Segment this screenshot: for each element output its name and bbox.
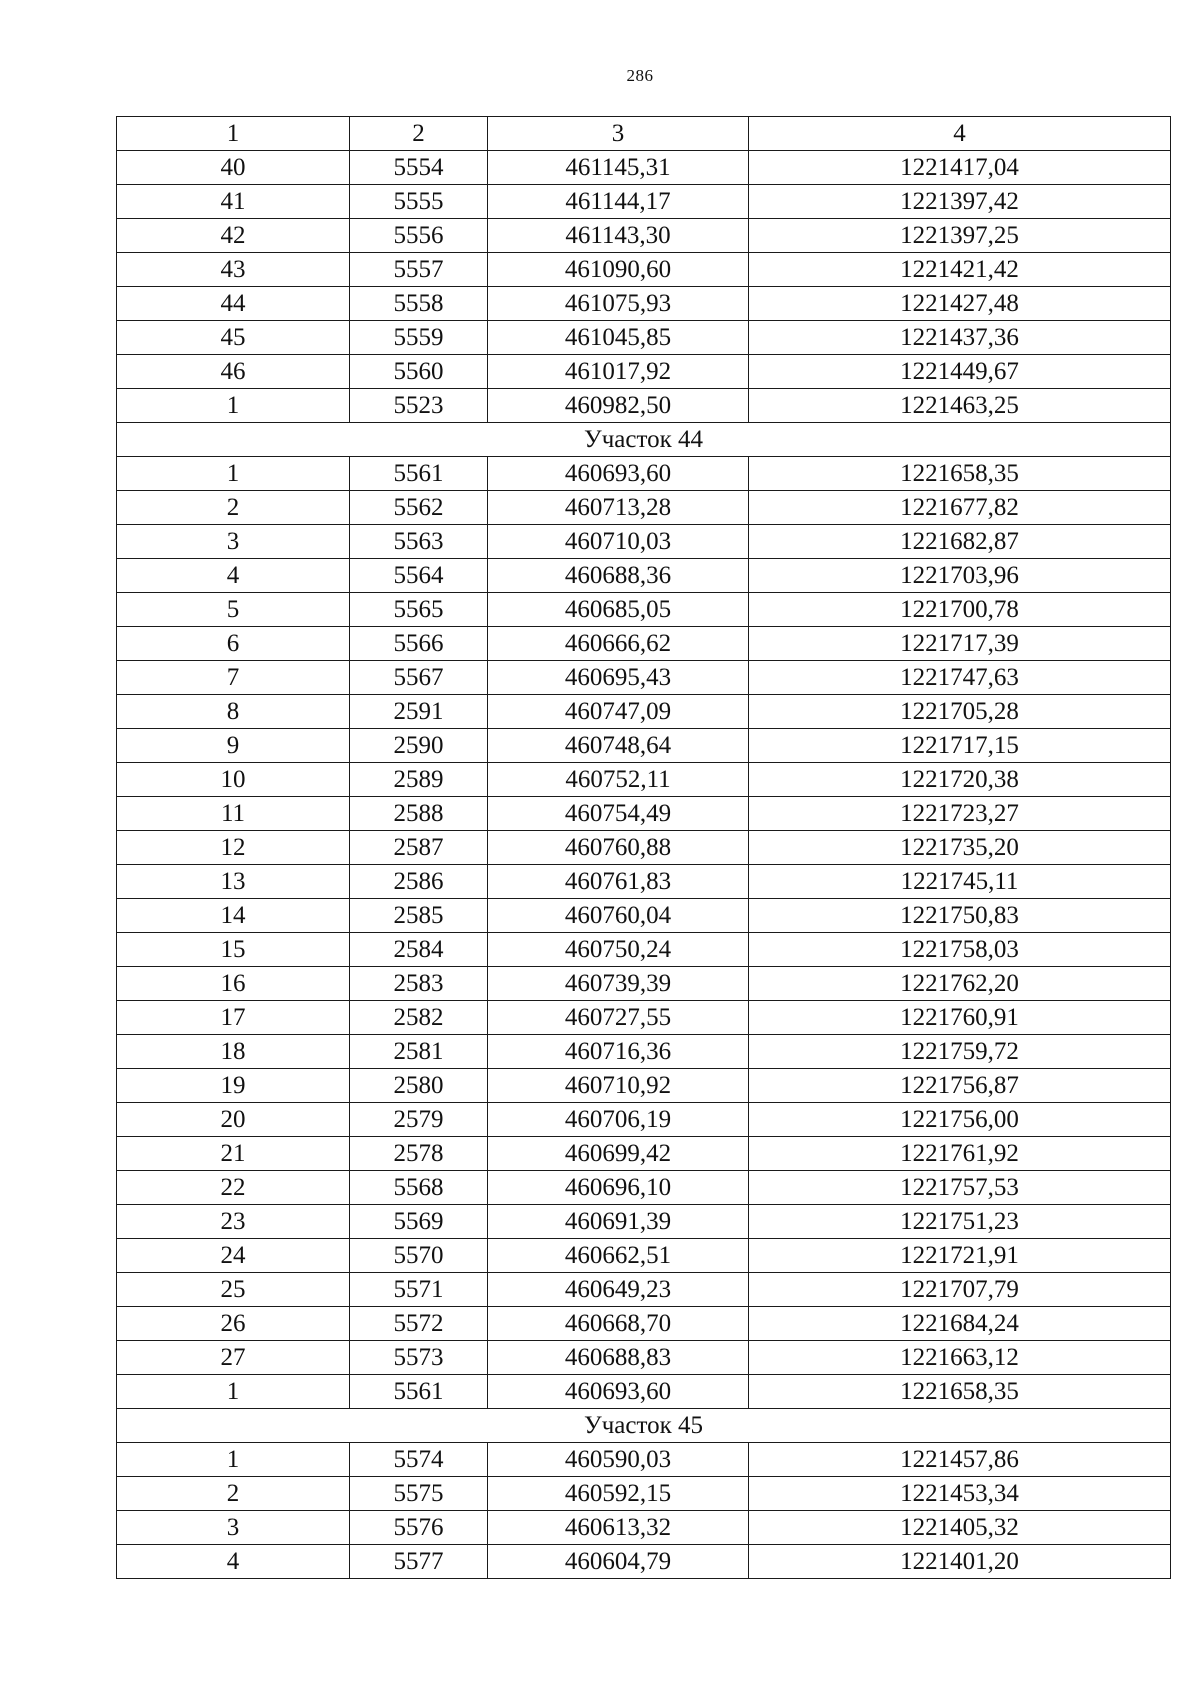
table-cell-col-2: 5569 [350, 1205, 488, 1239]
table-row [117, 219, 1171, 253]
table-cell-col-3: 460727,55 [488, 1001, 749, 1035]
table-cell-col-1: 21 [117, 1137, 350, 1171]
table-cell-col-2: 5574 [350, 1443, 488, 1477]
table-cell-col-1: 4 [117, 559, 350, 593]
table-row [117, 1477, 1171, 1511]
table-cell-col-3: 460691,39 [488, 1205, 749, 1239]
table-cell-col-3: 461145,31 [488, 151, 749, 185]
table-cell-col-3: 460693,60 [488, 457, 749, 491]
table-cell-col-2: 5555 [350, 185, 488, 219]
table-row [117, 967, 1171, 1001]
table-cell-col-2: 5564 [350, 559, 488, 593]
table-cell-col-4: 1221437,36 [749, 321, 1171, 355]
table-cell-col-4: 1221747,63 [749, 661, 1171, 695]
table-cell-col-2: 2585 [350, 899, 488, 933]
table-cell-col-1: 3 [117, 1511, 350, 1545]
table-cell-col-4: 1221397,42 [749, 185, 1171, 219]
table-cell-col-4: 1221756,87 [749, 1069, 1171, 1103]
table-row [117, 1239, 1171, 1273]
table-cell-col-3: 460750,24 [488, 933, 749, 967]
table-cell-col-3: 460761,83 [488, 865, 749, 899]
table-cell-col-1: 12 [117, 831, 350, 865]
table-cell-col-2: 5562 [350, 491, 488, 525]
table-cell-col-2: 2580 [350, 1069, 488, 1103]
table-cell-col-3: 461075,93 [488, 287, 749, 321]
table-cell-col-4: 1221401,20 [749, 1545, 1171, 1579]
table-cell-col-3: 460710,03 [488, 525, 749, 559]
table-row [117, 1375, 1171, 1409]
table-cell-col-3: 460760,88 [488, 831, 749, 865]
table-row [117, 763, 1171, 797]
table-cell-col-1: 41 [117, 185, 350, 219]
table-cell-col-2: 2579 [350, 1103, 488, 1137]
table-row [117, 525, 1171, 559]
table-cell-col-4: 1221750,83 [749, 899, 1171, 933]
table-cell-col-4: 1221717,15 [749, 729, 1171, 763]
table-cell-col-2: 5563 [350, 525, 488, 559]
table-cell-col-2: 2584 [350, 933, 488, 967]
table-cell-col-3: 460688,83 [488, 1341, 749, 1375]
table-cell-col-2: 5570 [350, 1239, 488, 1273]
table-row [117, 151, 1171, 185]
table-cell-col-1: 9 [117, 729, 350, 763]
table-cell-col-4: 1221720,38 [749, 763, 1171, 797]
table-cell-col-2: 5558 [350, 287, 488, 321]
table-cell-col-3: 461090,60 [488, 253, 749, 287]
table-row [117, 389, 1171, 423]
table-cell-col-3: 461045,85 [488, 321, 749, 355]
table-cell-col-4: 1221417,04 [749, 151, 1171, 185]
table-cell-col-3: 460706,19 [488, 1103, 749, 1137]
section-row [117, 1409, 1171, 1443]
section-title: Участок 45 [117, 1409, 1171, 1443]
header-cell-2: 2 [350, 117, 488, 151]
table-cell-col-2: 5523 [350, 389, 488, 423]
table-cell-col-3: 460649,23 [488, 1273, 749, 1307]
table-row [117, 559, 1171, 593]
table-cell-col-2: 5575 [350, 1477, 488, 1511]
table-cell-col-3: 461017,92 [488, 355, 749, 389]
table-row [117, 1103, 1171, 1137]
table-cell-col-1: 42 [117, 219, 350, 253]
table-cell-col-4: 1221760,91 [749, 1001, 1171, 1035]
table-cell-col-3: 460716,36 [488, 1035, 749, 1069]
table-cell-col-4: 1221757,53 [749, 1171, 1171, 1205]
table-row [117, 1137, 1171, 1171]
table-cell-col-4: 1221463,25 [749, 389, 1171, 423]
table-row [117, 729, 1171, 763]
table-cell-col-2: 5561 [350, 457, 488, 491]
table-cell-col-2: 2583 [350, 967, 488, 1001]
table-cell-col-1: 10 [117, 763, 350, 797]
table-cell-col-2: 5576 [350, 1511, 488, 1545]
table-row [117, 899, 1171, 933]
table-cell-col-2: 2581 [350, 1035, 488, 1069]
table-cell-col-4: 1221682,87 [749, 525, 1171, 559]
table-cell-col-1: 17 [117, 1001, 350, 1035]
table-row [117, 627, 1171, 661]
table-row [117, 865, 1171, 899]
table-cell-col-2: 5556 [350, 219, 488, 253]
table-cell-col-3: 460754,49 [488, 797, 749, 831]
table-cell-col-2: 2588 [350, 797, 488, 831]
table-row [117, 1001, 1171, 1035]
table-cell-col-4: 1221705,28 [749, 695, 1171, 729]
table-cell-col-1: 1 [117, 1375, 350, 1409]
table-cell-col-2: 2591 [350, 695, 488, 729]
table-cell-col-1: 2 [117, 1477, 350, 1511]
table-cell-col-1: 15 [117, 933, 350, 967]
table-cell-col-1: 23 [117, 1205, 350, 1239]
table-cell-col-4: 1221762,20 [749, 967, 1171, 1001]
table-row [117, 253, 1171, 287]
coordinates-table [116, 116, 1171, 1579]
table-row [117, 185, 1171, 219]
table-body [117, 151, 1171, 1579]
table-cell-col-3: 460760,04 [488, 899, 749, 933]
header-cell-1: 1 [117, 117, 350, 151]
table-row [117, 1273, 1171, 1307]
table-cell-col-2: 5573 [350, 1341, 488, 1375]
table-cell-col-2: 5577 [350, 1545, 488, 1579]
section-title: Участок 44 [117, 423, 1171, 457]
table-cell-col-1: 5 [117, 593, 350, 627]
table-cell-col-1: 44 [117, 287, 350, 321]
table-cell-col-4: 1221723,27 [749, 797, 1171, 831]
table-row [117, 457, 1171, 491]
table-cell-col-3: 460696,10 [488, 1171, 749, 1205]
table-cell-col-4: 1221397,25 [749, 219, 1171, 253]
table-cell-col-2: 2587 [350, 831, 488, 865]
table-cell-col-4: 1221721,91 [749, 1239, 1171, 1273]
table-cell-col-2: 2586 [350, 865, 488, 899]
table-header [117, 117, 1171, 151]
table-cell-col-3: 460713,28 [488, 491, 749, 525]
table-cell-col-2: 5554 [350, 151, 488, 185]
table-cell-col-4: 1221707,79 [749, 1273, 1171, 1307]
table-cell-col-1: 11 [117, 797, 350, 831]
table-cell-col-4: 1221405,32 [749, 1511, 1171, 1545]
table-cell-col-3: 461143,30 [488, 219, 749, 253]
table-cell-col-3: 460982,50 [488, 389, 749, 423]
table-cell-col-4: 1221735,20 [749, 831, 1171, 865]
table-cell-col-1: 45 [117, 321, 350, 355]
table-cell-col-3: 460688,36 [488, 559, 749, 593]
table-cell-col-3: 460699,42 [488, 1137, 749, 1171]
table-cell-col-1: 22 [117, 1171, 350, 1205]
table-cell-col-1: 40 [117, 151, 350, 185]
table-cell-col-1: 26 [117, 1307, 350, 1341]
table-cell-col-1: 19 [117, 1069, 350, 1103]
table-cell-col-4: 1221703,96 [749, 559, 1171, 593]
table-cell-col-2: 2589 [350, 763, 488, 797]
table-row [117, 797, 1171, 831]
table-cell-col-2: 2590 [350, 729, 488, 763]
table-cell-col-3: 460662,51 [488, 1239, 749, 1273]
table-cell-col-3: 460752,11 [488, 763, 749, 797]
section-row [117, 423, 1171, 457]
table-cell-col-3: 460695,43 [488, 661, 749, 695]
table-cell-col-1: 6 [117, 627, 350, 661]
table-cell-col-3: 460748,64 [488, 729, 749, 763]
header-row [117, 117, 1171, 151]
table-cell-col-4: 1221658,35 [749, 457, 1171, 491]
header-cell-3: 3 [488, 117, 749, 151]
table-cell-col-4: 1221684,24 [749, 1307, 1171, 1341]
table-cell-col-2: 5561 [350, 1375, 488, 1409]
table-cell-col-4: 1221663,12 [749, 1341, 1171, 1375]
table-cell-col-1: 2 [117, 491, 350, 525]
table-row [117, 933, 1171, 967]
table-cell-col-2: 5560 [350, 355, 488, 389]
table-cell-col-1: 20 [117, 1103, 350, 1137]
table-cell-col-1: 18 [117, 1035, 350, 1069]
table-row [117, 321, 1171, 355]
table-cell-col-4: 1221756,00 [749, 1103, 1171, 1137]
table-cell-col-1: 7 [117, 661, 350, 695]
table-row [117, 287, 1171, 321]
table-row [117, 1205, 1171, 1239]
table-cell-col-4: 1221700,78 [749, 593, 1171, 627]
table-cell-col-1: 1 [117, 1443, 350, 1477]
table-row [117, 1171, 1171, 1205]
table-cell-col-2: 5567 [350, 661, 488, 695]
table-row [117, 355, 1171, 389]
table-row [117, 1035, 1171, 1069]
table-row [117, 831, 1171, 865]
table-cell-col-4: 1221421,42 [749, 253, 1171, 287]
table-cell-col-4: 1221427,48 [749, 287, 1171, 321]
table-cell-col-1: 24 [117, 1239, 350, 1273]
table-cell-col-4: 1221453,34 [749, 1477, 1171, 1511]
table-cell-col-1: 1 [117, 389, 350, 423]
table-row [117, 1341, 1171, 1375]
table-row [117, 1307, 1171, 1341]
table-row [117, 593, 1171, 627]
table-cell-col-3: 460666,62 [488, 627, 749, 661]
table-cell-col-2: 5568 [350, 1171, 488, 1205]
table-cell-col-1: 13 [117, 865, 350, 899]
page-number: 286 [626, 66, 654, 85]
table-cell-col-2: 5572 [350, 1307, 488, 1341]
table-cell-col-4: 1221745,11 [749, 865, 1171, 899]
table-cell-col-3: 460592,15 [488, 1477, 749, 1511]
table-cell-col-1: 43 [117, 253, 350, 287]
table-cell-col-3: 461144,17 [488, 185, 749, 219]
table-cell-col-3: 460613,32 [488, 1511, 749, 1545]
table-cell-col-4: 1221751,23 [749, 1205, 1171, 1239]
table-cell-col-1: 27 [117, 1341, 350, 1375]
table-row [117, 491, 1171, 525]
table-cell-col-3: 460668,70 [488, 1307, 749, 1341]
table-cell-col-2: 5566 [350, 627, 488, 661]
header-cell-4: 4 [749, 117, 1171, 151]
table-cell-col-1: 4 [117, 1545, 350, 1579]
table-cell-col-3: 460604,79 [488, 1545, 749, 1579]
table-cell-col-2: 5571 [350, 1273, 488, 1307]
table-cell-col-2: 2578 [350, 1137, 488, 1171]
table-cell-col-3: 460693,60 [488, 1375, 749, 1409]
table-cell-col-3: 460685,05 [488, 593, 749, 627]
table-row [117, 1069, 1171, 1103]
table-cell-col-1: 46 [117, 355, 350, 389]
table-cell-col-4: 1221677,82 [749, 491, 1171, 525]
table-cell-col-2: 5559 [350, 321, 488, 355]
table-cell-col-4: 1221759,72 [749, 1035, 1171, 1069]
table-cell-col-1: 8 [117, 695, 350, 729]
table-cell-col-3: 460590,03 [488, 1443, 749, 1477]
table-cell-col-3: 460747,09 [488, 695, 749, 729]
table-cell-col-1: 3 [117, 525, 350, 559]
table-cell-col-4: 1221717,39 [749, 627, 1171, 661]
table-cell-col-1: 14 [117, 899, 350, 933]
table-row [117, 695, 1171, 729]
table-cell-col-4: 1221658,35 [749, 1375, 1171, 1409]
table-cell-col-1: 1 [117, 457, 350, 491]
table-row [117, 1443, 1171, 1477]
table-cell-col-2: 2582 [350, 1001, 488, 1035]
table-cell-col-2: 5557 [350, 253, 488, 287]
table-row [117, 1545, 1171, 1579]
table-row [117, 1511, 1171, 1545]
table-cell-col-4: 1221758,03 [749, 933, 1171, 967]
table-cell-col-4: 1221449,67 [749, 355, 1171, 389]
table-cell-col-4: 1221761,92 [749, 1137, 1171, 1171]
table-cell-col-1: 25 [117, 1273, 350, 1307]
table-cell-col-4: 1221457,86 [749, 1443, 1171, 1477]
table-row [117, 661, 1171, 695]
table-cell-col-3: 460739,39 [488, 967, 749, 1001]
table-cell-col-1: 16 [117, 967, 350, 1001]
table-cell-col-2: 5565 [350, 593, 488, 627]
table-cell-col-3: 460710,92 [488, 1069, 749, 1103]
